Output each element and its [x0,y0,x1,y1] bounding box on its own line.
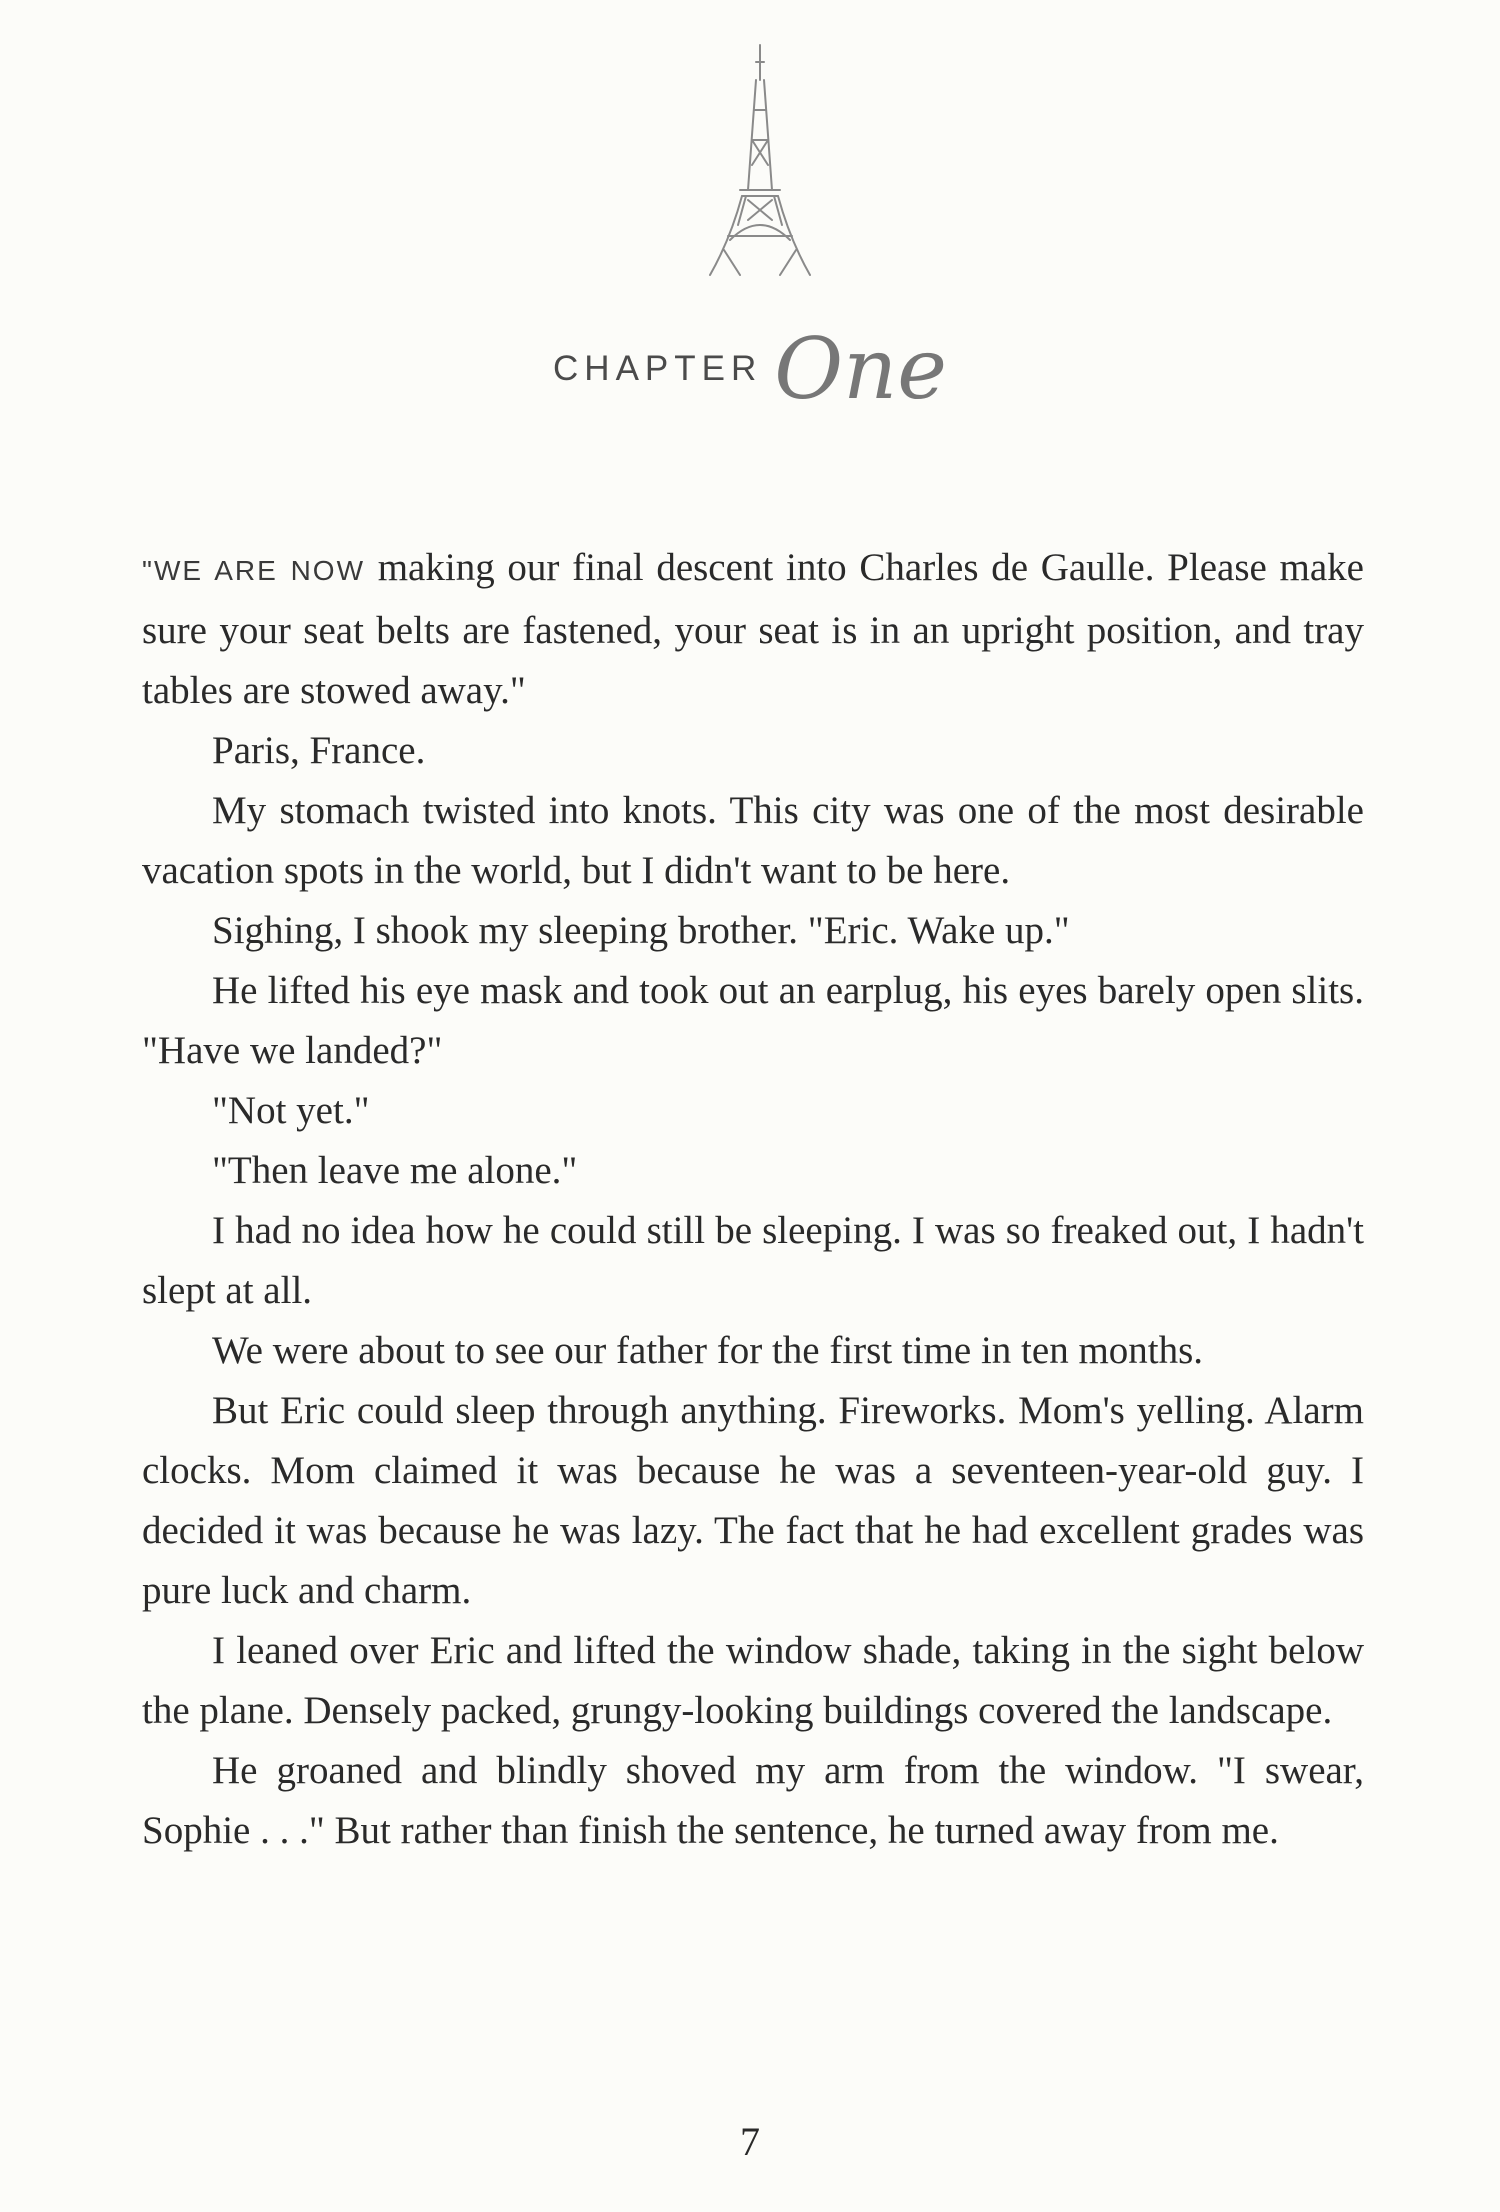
chapter-heading [0,320,1500,418]
chapter-body [142,538,1364,1861]
chapter-number-word: One [774,320,947,418]
paragraph: He lifted his eye mask and took out an earplug, his eyes barely open slits. "Have we landed?" [142,969,1364,1072]
paragraph: He groaned and blindly shoved my arm from the window. "I swear, Sophie . . ." But rather than finish the sentence, he turned away from me. [142,1749,1364,1852]
paragraph: "Not yet." [212,1089,370,1132]
eiffel-tower-icon [690,40,830,280]
chapter-label: CHAPTER [553,349,763,388]
paragraph: We were about to see our father for the first time in ten months. [212,1329,1204,1372]
paragraph: But Eric could sleep through anything. Fireworks. Mom's yelling. Alarm clocks. Mom claimed it was because he was a seventeen-year-old guy. I decided it was because he was lazy. The fact that he had excellent grades was pure luck and charm. [142,1389,1364,1612]
paragraph: I leaned over Eric and lifted the window shade, taking in the sight below the plane. Densely packed, grungy-looking buildings covered the landscape. [142,1629,1364,1732]
paragraph: Paris, France. [212,729,426,772]
paragraph: "Then leave me alone." [212,1149,578,1192]
paragraph: Sighing, I shook my sleeping brother. "Eric. Wake up." [212,909,1070,952]
page-number: 7 [740,2119,760,2164]
paragraph: My stomach twisted into knots. This city was one of the most desirable vacation spots in the world, but I didn't want to be here. [142,789,1364,892]
paragraph: "WE ARE NOW making our final descent into Charles de Gaulle. Please make sure your seat belts are fastened, your seat is in an upright position, and tray tables are stowed away." [142,546,1364,712]
paragraph: I had no idea how he could still be sleeping. I was so freaked out, I hadn't slept at all. [142,1209,1364,1312]
opening-words: "WE ARE NOW [142,555,365,586]
